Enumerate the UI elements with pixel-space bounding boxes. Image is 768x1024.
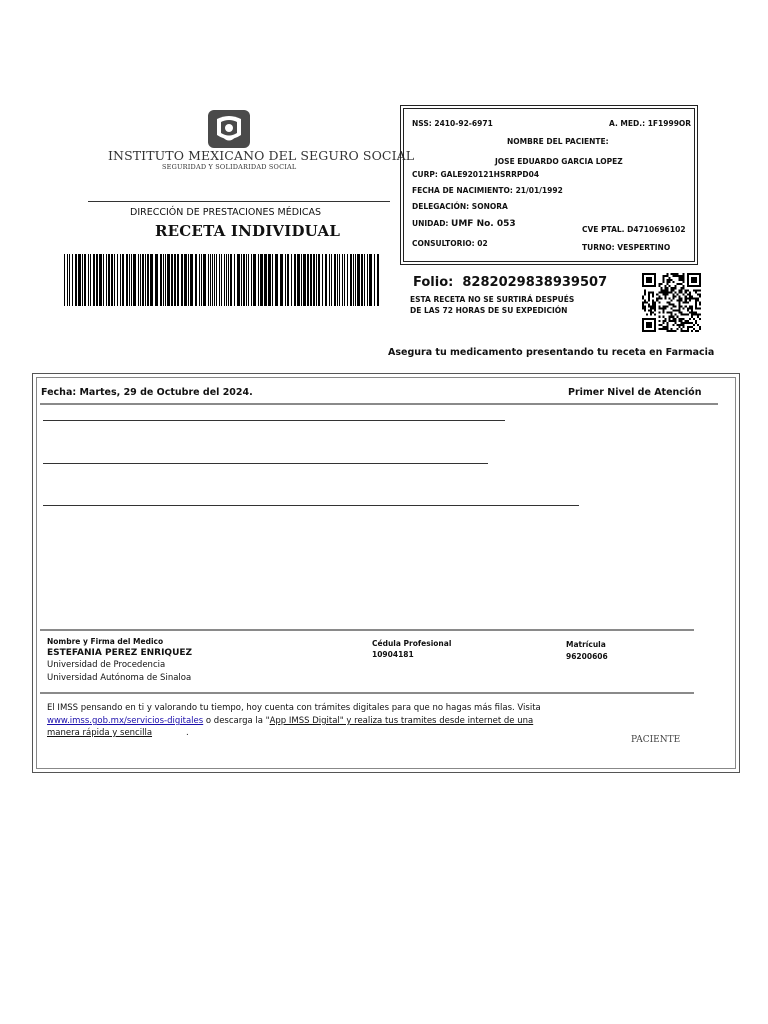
header-divider	[88, 201, 390, 202]
birthdate-row: FECHA DE NACIMIENTO: 21/01/1992	[412, 186, 563, 195]
turno-value: VESPERTINO	[617, 243, 671, 252]
doctor-name: ESTEFANIA PEREZ ENRIQUEZ	[47, 648, 193, 658]
institution-name: INSTITUTO MEXICANO DEL SEGURO SOCIAL	[108, 148, 415, 163]
digital-notice-line2: www.imss.gob.mx/servicios-digitales o descarga la "App IMSS Digital" y realiza tus tramites desde internet de una	[47, 716, 534, 726]
curp-row: CURP: GALE920121HSRRPD04	[412, 170, 540, 179]
birthdate-value: 21/01/1992	[515, 186, 563, 195]
notice-divider	[40, 692, 694, 694]
cedula-value: 10904181	[372, 650, 414, 659]
page-title: RECETA INDIVIDUAL	[155, 222, 341, 240]
patient-name: JOSE EDUARDO GARCIA LOPEZ	[495, 157, 623, 166]
cve-value: D4710696102	[627, 225, 686, 234]
date-divider	[40, 403, 718, 405]
imss-digital-link[interactable]: www.imss.gob.mx/servicios-digitales	[47, 716, 204, 726]
amed-value: 1F1999OR	[647, 119, 692, 128]
turno-row: TURNO: VESPERTINO	[582, 243, 671, 252]
app-imss-digital-text: App IMSS Digital" y realiza tus tramites desde internet de una	[269, 716, 534, 726]
matricula-label: Matrícula	[566, 640, 606, 649]
qr-code-icon	[642, 273, 701, 332]
prescription-box	[32, 373, 740, 773]
folio-note-line1: ESTA RECETA NO SE SURTIRÁ DESPUÉS	[410, 295, 575, 304]
attention-level: Primer Nivel de Atención	[568, 387, 702, 398]
university-name: Universidad Autónoma de Sinaloa	[47, 673, 192, 683]
prescription-line-2	[43, 463, 488, 464]
consultorio-row: CONSULTORIO: 02	[412, 239, 488, 248]
imss-logo-icon	[207, 109, 251, 149]
nss-row: NSS: 2410-92-6971	[412, 119, 493, 128]
institution-subtitle: SEGURIDAD Y SOLIDARIDAD SOCIAL	[162, 163, 297, 171]
cedula-label: Cédula Profesional	[372, 639, 452, 648]
doctor-name-label: Nombre y Firma del Medico	[47, 637, 164, 646]
amed-row: A. MED.: 1F1999OR	[609, 119, 692, 128]
unidad-value: UMF No. 053	[451, 219, 516, 229]
delegacion-row: DELEGACIÓN: SONORA	[412, 202, 508, 211]
cve-row: CVE PTAL. D4710696102	[582, 225, 686, 234]
doctor-divider	[40, 629, 694, 631]
consultorio-value: 02	[477, 239, 488, 248]
direccion-label: DIRECCIÓN DE PRESTACIONES MÉDICAS	[130, 207, 322, 218]
folio-number: 8282029838939507	[462, 275, 608, 290]
delegacion-value: SONORA	[471, 202, 508, 211]
prescription-line-3	[43, 505, 579, 506]
nss-value: 2410-92-6971	[434, 119, 493, 128]
unidad-row: UNIDAD: UMF No. 053	[412, 219, 516, 229]
curp-value: GALE920121HSRRPD04	[440, 170, 540, 179]
folio: Folio: 8282029838939507	[413, 275, 608, 290]
copy-label: PACIENTE	[631, 735, 681, 745]
asegura-notice: Asegura tu medicamento presentando tu receta en Farmacia	[388, 347, 715, 358]
prescription-line-1	[43, 420, 505, 421]
matricula-value: 96200606	[566, 652, 608, 661]
digital-notice-line1: El IMSS pensando en ti y valorando tu tiempo, hoy cuenta con trámites digitales para que no hagas más filas. Visita	[47, 703, 541, 713]
patient-info-box	[400, 105, 698, 265]
university-label: Universidad de Procedencia	[47, 660, 166, 670]
barcode-icon	[64, 254, 380, 306]
patient-name-label: NOMBRE DEL PACIENTE:	[507, 137, 609, 146]
digital-notice-line3: manera rápida y sencilla .	[47, 728, 189, 738]
folio-note-line2: DE LAS 72 HORAS DE SU EXPEDICIÓN	[410, 306, 568, 315]
prescription-date: Fecha: Martes, 29 de Octubre del 2024.	[41, 387, 253, 398]
